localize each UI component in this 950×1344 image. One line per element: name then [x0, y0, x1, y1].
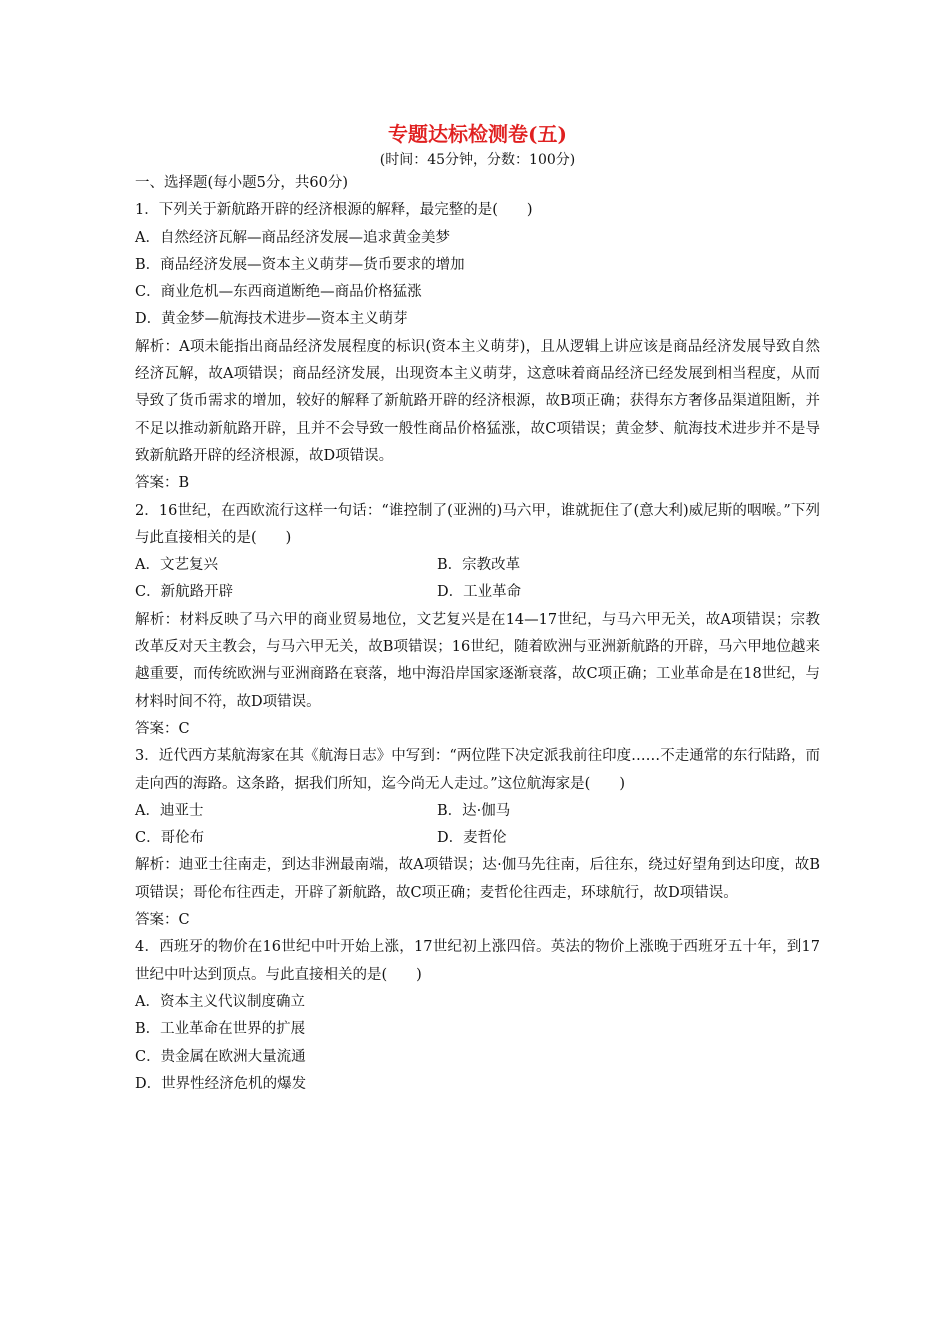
- option-d: D．世界性经济危机的爆发: [135, 1075, 307, 1092]
- question-4: [135, 934, 820, 1098]
- option-a: A．迪亚士: [135, 802, 204, 819]
- question-stem: 3．近代西方某航海家在其《航海日志》中写到：“两位陛下决定派我前往印度……不走通常的东行陆路，而走向西的海路。这条路，据我们所知，迄今尚无人走过。”这位航海家是( ): [135, 748, 820, 792]
- option-b: B．工业革命在世界的扩展: [135, 1021, 306, 1038]
- options-row: [135, 825, 820, 852]
- page-title: 专题达标检测卷(五): [388, 122, 567, 146]
- option-a: A．文艺复兴: [135, 557, 218, 574]
- options-row: [135, 552, 820, 579]
- question-1: [135, 197, 820, 497]
- option-b: B．商品经济发展—资本主义萌芽—货币要求的增加: [135, 256, 465, 273]
- exam-info: (时间：45分钟，分数：100分): [379, 152, 576, 168]
- question-stem: 1．下列关于新航路开辟的经济根源的解释，最完整的是( ): [135, 202, 533, 219]
- answer: 答案：C: [135, 720, 190, 737]
- option-d: D．黄金梦—航海技术进步—资本主义萌芽: [135, 311, 408, 328]
- analysis: 解析：材料反映了马六甲的商业贸易地位，文艺复兴是在14—17世纪，与马六甲无关，故A项错误；宗教改革反对天主教会，与马六甲无关，故B项错误；16世纪，随着欧洲与亚洲新航路的开辟，马六甲地位越来越重要，而传统欧洲与亚洲商路在衰落，地中海沿岸国家逐渐衰落，故C项正确；工业革命是在18世纪，与材料时间不符，故D项错误。: [135, 611, 820, 710]
- option-c: C．商业危机—东西商道断绝—商品价格猛涨: [135, 284, 422, 301]
- options-row: [135, 798, 820, 825]
- option-c: C．哥伦布: [135, 830, 205, 847]
- option-b: B．宗教改革: [437, 557, 521, 574]
- option-c: C．新航路开辟: [135, 584, 234, 601]
- option-a: A．资本主义代议制度确立: [135, 993, 305, 1010]
- options-row: [135, 579, 820, 606]
- question-stem: 4．西班牙的物价在16世纪中叶开始上涨，17世纪初上涨四倍。英法的物价上涨晚于西班牙五十年，到17世纪中叶达到顶点。与此直接相关的是( ): [135, 939, 820, 983]
- analysis: 解析：A项未能指出商品经济发展程度的标识(资本主义萌芽)，且从逻辑上讲应该是商品经济发展导致自然经济瓦解，故A项错误；商品经济发展，出现资本主义萌芽，这意味着商品经济已经发展到相当程度，从而导致了货币需求的增加，较好的解释了新航路开辟的经济根源，故B项正确；获得东方奢侈品渠道阻断，并不足以推动新航路开辟，且并不会导致一般性商品价格猛涨，故C项错误；黄金梦、航海技术进步并不是导致新航路开辟的经济根源，故D项错误。: [135, 338, 820, 464]
- option-b: B．达·伽马: [437, 802, 511, 819]
- option-a: A．自然经济瓦解—商品经济发展—追求黄金美梦: [135, 229, 450, 246]
- option-c: C．贵金属在欧洲大量流通: [135, 1048, 306, 1065]
- option-d: D．工业革命: [437, 584, 522, 601]
- answer: 答案：B: [135, 475, 190, 492]
- section-heading: 一、选择题(每小题5分，共60分): [135, 175, 348, 191]
- analysis: 解析：迪亚士往南走，到达非洲最南端，故A项错误；达·伽马先往南，后往东，绕过好望角到达印度，故B项错误；哥伦布往西走，开辟了新航路，故C项正确；麦哲伦往西走，环球航行，故D项错误。: [135, 857, 820, 901]
- question-3: [135, 743, 820, 934]
- option-d: D．麦哲伦: [437, 830, 507, 847]
- question-stem: 2．16世纪，在西欧流行这样一句话：“谁控制了(亚洲的)马六甲，谁就扼住了(意大利)威尼斯的咽喉。”下列与此直接相关的是( ): [135, 502, 820, 546]
- document-page: [135, 118, 820, 1098]
- answer: 答案：C: [135, 912, 190, 929]
- question-2: [135, 498, 820, 744]
